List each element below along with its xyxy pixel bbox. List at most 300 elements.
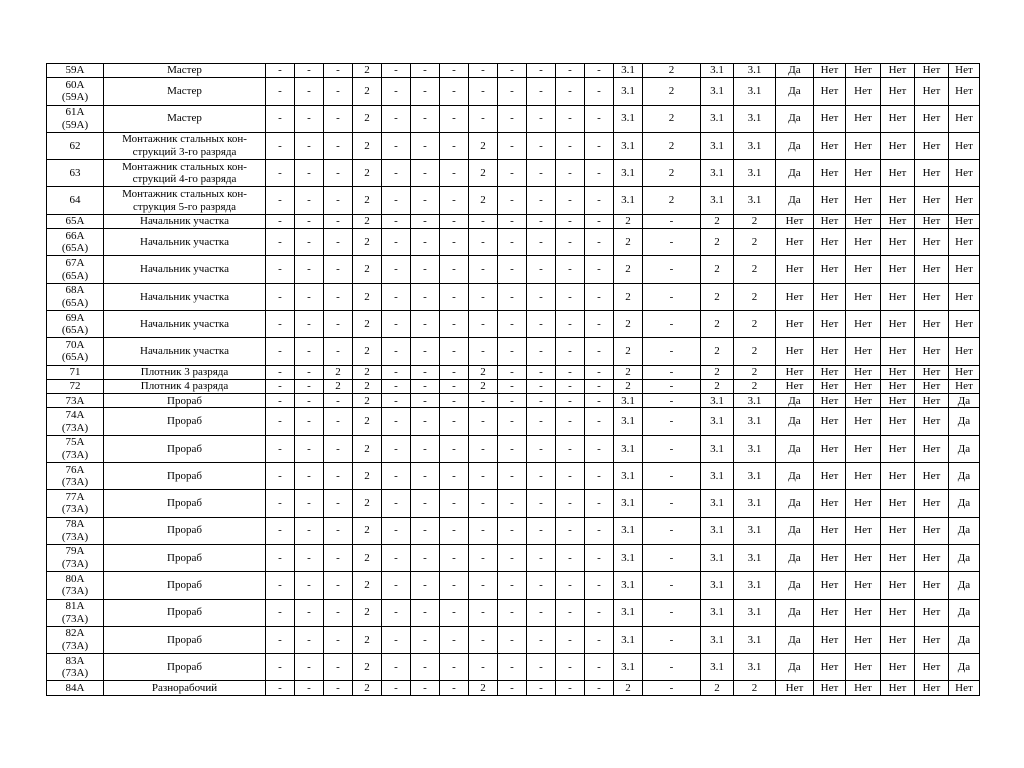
value-cell: Нет: [915, 214, 949, 228]
value-cell: -: [643, 310, 701, 337]
value-cell: -: [527, 338, 556, 365]
value-cell: -: [643, 572, 701, 599]
value-cell: -: [585, 544, 614, 571]
value-cell: Нет: [881, 463, 915, 490]
value-cell: -: [498, 681, 527, 695]
value-cell: 2: [353, 64, 382, 78]
value-cell: -: [556, 435, 585, 462]
value-cell: Нет: [949, 78, 980, 105]
value-cell: -: [324, 338, 353, 365]
value-cell: 3.1: [701, 435, 734, 462]
row-number-cell: 59А: [47, 64, 104, 78]
value-cell: -: [295, 310, 324, 337]
value-cell: -: [324, 681, 353, 695]
value-cell: 3.1: [701, 408, 734, 435]
value-cell: 2: [701, 310, 734, 337]
row-name-cell: Прораб: [104, 544, 266, 571]
value-cell: Нет: [776, 310, 814, 337]
table-row: [47, 105, 980, 132]
value-cell: -: [411, 283, 440, 310]
value-cell: 2: [353, 283, 382, 310]
value-cell: 3.1: [614, 435, 643, 462]
value-cell: -: [382, 599, 411, 626]
value-cell: 3.1: [734, 132, 776, 159]
value-cell: -: [440, 160, 469, 187]
value-cell: 2: [614, 310, 643, 337]
value-cell: Нет: [915, 654, 949, 681]
table-row: [47, 379, 980, 393]
table-row: [47, 408, 980, 435]
value-cell: -: [498, 544, 527, 571]
value-cell: -: [498, 187, 527, 214]
value-cell: -: [266, 654, 295, 681]
value-cell: -: [469, 490, 498, 517]
value-cell: -: [643, 338, 701, 365]
value-cell: Да: [776, 160, 814, 187]
value-cell: -: [324, 229, 353, 256]
value-cell: 2: [734, 681, 776, 695]
value-cell: 2: [734, 365, 776, 379]
value-cell: 3.1: [734, 572, 776, 599]
value-cell: Нет: [881, 256, 915, 283]
value-cell: Нет: [881, 572, 915, 599]
value-cell: Нет: [881, 229, 915, 256]
value-cell: 2: [734, 256, 776, 283]
value-cell: -: [295, 490, 324, 517]
value-cell: -: [498, 490, 527, 517]
value-cell: Да: [949, 517, 980, 544]
value-cell: -: [643, 435, 701, 462]
value-cell: -: [498, 310, 527, 337]
value-cell: 2: [734, 338, 776, 365]
row-name-cell: Прораб: [104, 599, 266, 626]
value-cell: Нет: [881, 517, 915, 544]
value-cell: Да: [776, 599, 814, 626]
value-cell: -: [643, 517, 701, 544]
value-cell: Нет: [915, 160, 949, 187]
value-cell: -: [556, 78, 585, 105]
value-cell: 2: [643, 64, 701, 78]
value-cell: Нет: [915, 78, 949, 105]
value-cell: Нет: [949, 365, 980, 379]
value-cell: -: [440, 338, 469, 365]
value-cell: -: [556, 187, 585, 214]
value-cell: Нет: [776, 283, 814, 310]
value-cell: -: [527, 490, 556, 517]
value-cell: Нет: [846, 408, 881, 435]
value-cell: -: [411, 435, 440, 462]
value-cell: -: [469, 105, 498, 132]
value-cell: 2: [614, 256, 643, 283]
value-cell: Нет: [915, 365, 949, 379]
value-cell: -: [556, 394, 585, 408]
value-cell: -: [324, 626, 353, 653]
value-cell: 3.1: [701, 626, 734, 653]
value-cell: Нет: [814, 379, 846, 393]
value-cell: 3.1: [614, 132, 643, 159]
row-name-cell: Прораб: [104, 463, 266, 490]
value-cell: 2: [353, 490, 382, 517]
value-cell: -: [295, 435, 324, 462]
value-cell: -: [411, 517, 440, 544]
value-cell: 2: [353, 338, 382, 365]
value-cell: Нет: [881, 490, 915, 517]
value-cell: -: [527, 379, 556, 393]
value-cell: -: [498, 229, 527, 256]
value-cell: 3.1: [701, 654, 734, 681]
value-cell: Да: [949, 394, 980, 408]
value-cell: 3.1: [614, 78, 643, 105]
value-cell: 3.1: [701, 599, 734, 626]
value-cell: -: [324, 132, 353, 159]
value-cell: -: [411, 681, 440, 695]
value-cell: -: [469, 544, 498, 571]
value-cell: 2: [353, 408, 382, 435]
value-cell: 3.1: [734, 187, 776, 214]
value-cell: -: [585, 379, 614, 393]
value-cell: -: [440, 78, 469, 105]
value-cell: Нет: [814, 599, 846, 626]
table-row: [47, 517, 980, 544]
value-cell: Нет: [881, 435, 915, 462]
value-cell: -: [266, 160, 295, 187]
value-cell: Нет: [846, 626, 881, 653]
value-cell: -: [527, 78, 556, 105]
value-cell: Нет: [776, 379, 814, 393]
value-cell: Да: [949, 626, 980, 653]
value-cell: -: [411, 187, 440, 214]
row-name-cell: Плотник 4 разряда: [104, 379, 266, 393]
value-cell: Нет: [881, 394, 915, 408]
row-name-cell: Начальник участка: [104, 283, 266, 310]
value-cell: -: [498, 654, 527, 681]
value-cell: Нет: [915, 105, 949, 132]
value-cell: -: [382, 310, 411, 337]
row-number-cell: 78А (73А): [47, 517, 104, 544]
value-cell: -: [527, 365, 556, 379]
row-number-cell: 67А (65А): [47, 256, 104, 283]
value-cell: Да: [776, 435, 814, 462]
value-cell: -: [266, 572, 295, 599]
value-cell: Нет: [881, 160, 915, 187]
value-cell: 3.1: [614, 517, 643, 544]
value-cell: -: [266, 599, 295, 626]
row-number-cell: 81А (73А): [47, 599, 104, 626]
value-cell: -: [527, 463, 556, 490]
value-cell: Нет: [881, 626, 915, 653]
value-cell: -: [382, 214, 411, 228]
table-row: [47, 463, 980, 490]
value-cell: -: [498, 338, 527, 365]
value-cell: Нет: [814, 310, 846, 337]
value-cell: -: [266, 365, 295, 379]
value-cell: Нет: [881, 379, 915, 393]
value-cell: 2: [643, 187, 701, 214]
value-cell: -: [266, 681, 295, 695]
value-cell: -: [324, 310, 353, 337]
value-cell: -: [527, 681, 556, 695]
value-cell: Нет: [814, 283, 846, 310]
value-cell: -: [527, 105, 556, 132]
value-cell: -: [556, 544, 585, 571]
value-cell: -: [527, 160, 556, 187]
value-cell: 2: [701, 338, 734, 365]
value-cell: -: [585, 214, 614, 228]
value-cell: -: [440, 435, 469, 462]
value-cell: -: [411, 394, 440, 408]
value-cell: -: [411, 229, 440, 256]
value-cell: Нет: [846, 187, 881, 214]
value-cell: 3.1: [734, 160, 776, 187]
row-name-cell: Начальник участка: [104, 229, 266, 256]
value-cell: -: [643, 229, 701, 256]
value-cell: -: [266, 214, 295, 228]
value-cell: -: [440, 310, 469, 337]
value-cell: -: [643, 379, 701, 393]
value-cell: Нет: [949, 64, 980, 78]
value-cell: -: [556, 338, 585, 365]
value-cell: -: [556, 132, 585, 159]
value-cell: 2: [353, 599, 382, 626]
value-cell: -: [266, 394, 295, 408]
value-cell: Нет: [915, 681, 949, 695]
value-cell: 3.1: [734, 78, 776, 105]
value-cell: 3.1: [614, 394, 643, 408]
row-number-cell: 73А: [47, 394, 104, 408]
value-cell: -: [527, 214, 556, 228]
value-cell: Нет: [814, 463, 846, 490]
value-cell: -: [266, 229, 295, 256]
value-cell: -: [411, 105, 440, 132]
value-cell: Нет: [881, 338, 915, 365]
value-cell: -: [295, 379, 324, 393]
value-cell: Нет: [776, 365, 814, 379]
value-cell: -: [324, 187, 353, 214]
value-cell: -: [324, 256, 353, 283]
value-cell: -: [527, 132, 556, 159]
value-cell: 3.1: [701, 572, 734, 599]
value-cell: Да: [949, 654, 980, 681]
value-cell: -: [498, 78, 527, 105]
table-row: [47, 214, 980, 228]
value-cell: -: [469, 78, 498, 105]
value-cell: -: [295, 338, 324, 365]
value-cell: -: [527, 256, 556, 283]
value-cell: 2: [353, 544, 382, 571]
value-cell: -: [585, 187, 614, 214]
row-name-cell: Прораб: [104, 408, 266, 435]
value-cell: -: [498, 394, 527, 408]
value-cell: -: [556, 160, 585, 187]
value-cell: -: [382, 517, 411, 544]
value-cell: -: [556, 310, 585, 337]
value-cell: Нет: [949, 681, 980, 695]
value-cell: Нет: [814, 64, 846, 78]
value-cell: -: [266, 105, 295, 132]
table-row: [47, 394, 980, 408]
row-number-cell: 65А: [47, 214, 104, 228]
value-cell: -: [266, 544, 295, 571]
value-cell: 3.1: [734, 544, 776, 571]
row-number-cell: 61А (59А): [47, 105, 104, 132]
value-cell: -: [295, 544, 324, 571]
value-cell: Нет: [949, 256, 980, 283]
value-cell: 2: [614, 214, 643, 228]
value-cell: Нет: [776, 338, 814, 365]
value-cell: -: [266, 379, 295, 393]
value-cell: Да: [776, 64, 814, 78]
row-number-cell: 62: [47, 132, 104, 159]
value-cell: -: [498, 256, 527, 283]
value-cell: -: [382, 435, 411, 462]
row-name-cell: Монтажник стальных кон- струкция 5-го разряда: [104, 187, 266, 214]
value-cell: 2: [643, 132, 701, 159]
value-cell: 3.1: [701, 78, 734, 105]
value-cell: 2: [614, 283, 643, 310]
value-cell: -: [295, 626, 324, 653]
value-cell: -: [527, 187, 556, 214]
value-cell: -: [411, 64, 440, 78]
value-cell: -: [266, 338, 295, 365]
value-cell: Нет: [915, 310, 949, 337]
value-cell: -: [440, 681, 469, 695]
value-cell: -: [295, 365, 324, 379]
value-cell: 3.1: [701, 160, 734, 187]
value-cell: 3.1: [734, 408, 776, 435]
value-cell: -: [324, 599, 353, 626]
row-name-cell: Мастер: [104, 78, 266, 105]
value-cell: Нет: [915, 379, 949, 393]
value-cell: -: [266, 256, 295, 283]
data-table: [46, 63, 980, 696]
value-cell: -: [556, 214, 585, 228]
value-cell: -: [324, 283, 353, 310]
value-cell: -: [556, 572, 585, 599]
value-cell: -: [266, 78, 295, 105]
value-cell: -: [585, 490, 614, 517]
value-cell: 2: [353, 256, 382, 283]
value-cell: -: [498, 379, 527, 393]
value-cell: Да: [949, 490, 980, 517]
value-cell: -: [411, 626, 440, 653]
value-cell: -: [527, 599, 556, 626]
value-cell: Да: [776, 78, 814, 105]
value-cell: Да: [776, 463, 814, 490]
table-row: [47, 490, 980, 517]
value-cell: -: [527, 435, 556, 462]
value-cell: 3.1: [701, 490, 734, 517]
value-cell: -: [585, 626, 614, 653]
value-cell: Нет: [949, 283, 980, 310]
value-cell: -: [585, 64, 614, 78]
value-cell: Нет: [881, 310, 915, 337]
row-number-cell: 60А (59А): [47, 78, 104, 105]
value-cell: -: [266, 310, 295, 337]
value-cell: Нет: [915, 435, 949, 462]
table-row: [47, 599, 980, 626]
value-cell: -: [266, 187, 295, 214]
value-cell: Да: [776, 654, 814, 681]
value-cell: Нет: [814, 187, 846, 214]
value-cell: -: [440, 379, 469, 393]
value-cell: -: [382, 365, 411, 379]
value-cell: Да: [776, 626, 814, 653]
value-cell: -: [556, 626, 585, 653]
value-cell: 2: [353, 365, 382, 379]
value-cell: 2: [353, 105, 382, 132]
value-cell: Нет: [949, 379, 980, 393]
value-cell: 2: [701, 681, 734, 695]
value-cell: 2: [353, 160, 382, 187]
table-row: [47, 64, 980, 78]
value-cell: -: [643, 490, 701, 517]
value-cell: 2: [469, 365, 498, 379]
value-cell: Нет: [814, 78, 846, 105]
value-cell: -: [469, 283, 498, 310]
value-cell: 2: [353, 435, 382, 462]
value-cell: -: [585, 105, 614, 132]
row-number-cell: 77А (73А): [47, 490, 104, 517]
value-cell: -: [440, 544, 469, 571]
row-name-cell: Прораб: [104, 435, 266, 462]
value-cell: -: [411, 365, 440, 379]
value-cell: Да: [949, 463, 980, 490]
value-cell: -: [295, 654, 324, 681]
value-cell: 3.1: [734, 64, 776, 78]
value-cell: Да: [776, 394, 814, 408]
value-cell: 2: [614, 379, 643, 393]
value-cell: -: [585, 463, 614, 490]
value-cell: -: [643, 408, 701, 435]
value-cell: 2: [353, 463, 382, 490]
value-cell: -: [527, 64, 556, 78]
value-cell: Нет: [881, 365, 915, 379]
value-cell: -: [324, 408, 353, 435]
value-cell: Нет: [776, 214, 814, 228]
value-cell: Нет: [846, 105, 881, 132]
value-cell: Нет: [846, 132, 881, 159]
value-cell: -: [295, 132, 324, 159]
value-cell: Нет: [814, 572, 846, 599]
value-cell: -: [440, 256, 469, 283]
value-cell: -: [498, 214, 527, 228]
value-cell: Да: [776, 408, 814, 435]
row-name-cell: Начальник участка: [104, 310, 266, 337]
value-cell: -: [382, 490, 411, 517]
value-cell: -: [585, 517, 614, 544]
value-cell: Нет: [915, 599, 949, 626]
value-cell: Нет: [949, 338, 980, 365]
value-cell: -: [411, 132, 440, 159]
row-number-cell: 66А (65А): [47, 229, 104, 256]
row-number-cell: 79А (73А): [47, 544, 104, 571]
value-cell: -: [585, 681, 614, 695]
value-cell: 2: [643, 160, 701, 187]
value-cell: -: [556, 283, 585, 310]
value-cell: 2: [701, 365, 734, 379]
value-cell: Нет: [915, 283, 949, 310]
value-cell: Нет: [949, 229, 980, 256]
value-cell: -: [556, 105, 585, 132]
table-row: [47, 435, 980, 462]
value-cell: -: [266, 283, 295, 310]
value-cell: Нет: [846, 490, 881, 517]
value-cell: 3.1: [734, 435, 776, 462]
value-cell: -: [324, 394, 353, 408]
value-cell: 2: [324, 365, 353, 379]
value-cell: -: [411, 408, 440, 435]
value-cell: Нет: [915, 572, 949, 599]
